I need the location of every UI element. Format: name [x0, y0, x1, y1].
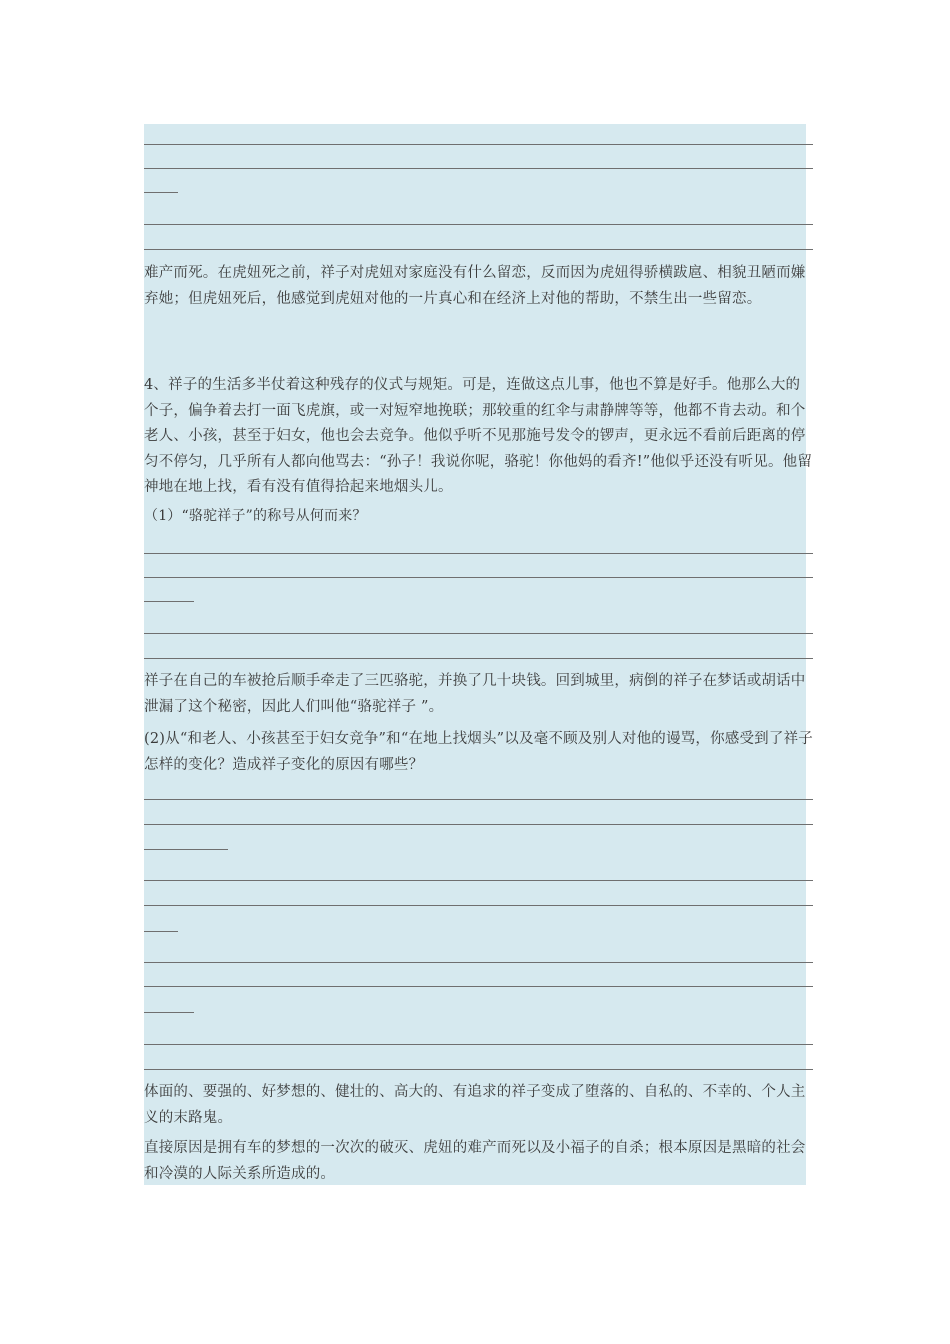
answer-line[interactable]: [144, 931, 178, 932]
answer-line[interactable]: [144, 249, 813, 250]
answer-line[interactable]: [144, 986, 813, 987]
answer-line[interactable]: [144, 880, 813, 881]
answer-line[interactable]: [144, 192, 178, 193]
answer-line[interactable]: [144, 577, 813, 578]
answer-line[interactable]: [144, 799, 813, 800]
answer-paragraph-2a: 体面的、要强的、好梦想的、健壮的、高大的、有追求的祥子变成了堕落的、自私的、不幸的、个人主义的末路鬼。: [144, 1084, 806, 1126]
answer-paragraph: 难产而死。在虎妞死之前，祥子对虎妞对家庭没有什么留恋，反而因为虎妞得骄横跋扈、相貌丑陋而嫌弃她；但虎妞死后，他感觉到虎妞对他的一片真心和在经济上对他的帮助，不禁生出一些留恋。: [144, 265, 806, 307]
passage-paragraph: 4、祥子的生活多半仗着这种残存的仪式与规矩。可是，连做这点儿事，他也不算是好手。他那么大的个子，偏争着去打一面飞虎旗，或一对短窄地挽联；那较重的红伞与肃静牌等等，他都不肯去动。和个老人、小孩，甚至于妇女，他也会去竞争。他似乎听不见那施号发令的锣声，更永远不看前后距离的停匀不停匀，几乎所有人都向他骂去：“孙子！我说你呢，骆驼！你他妈的看齐!”他似乎还没有听见。他留神地在地上找，看有没有值得拾起来地烟头儿。: [144, 377, 813, 495]
answer-line[interactable]: [144, 168, 813, 169]
answer-line[interactable]: [144, 601, 194, 602]
answer-line[interactable]: [144, 1069, 813, 1070]
question-2: (2)从“和老人、小孩甚至于妇女竞争”和“在地上找烟头”以及毫不顾及别人对他的谩骂，你感受到了祥子怎样的变化？造成祥子变化的原因有哪些？: [144, 731, 813, 773]
answer-line[interactable]: [144, 224, 813, 225]
answer-line[interactable]: [144, 553, 813, 554]
answer-line[interactable]: [144, 144, 813, 145]
answer-line[interactable]: [144, 633, 813, 634]
question-1: （1）“骆驼祥子”的称号从何而来？: [144, 508, 367, 524]
answer-line[interactable]: [144, 905, 813, 906]
answer-line[interactable]: [144, 962, 813, 963]
answer-line[interactable]: [144, 849, 228, 850]
answer-paragraph-1: 祥子在自己的车被抢后顺手牵走了三匹骆驼，并换了几十块钱。回到城里，病倒的祥子在梦话或胡话中泄漏了这个秘密，因此人们叫他“骆驼祥子 ”。: [144, 673, 806, 715]
answer-line[interactable]: [144, 658, 813, 659]
answer-line[interactable]: [144, 1044, 813, 1045]
answer-paragraph-2b: 直接原因是拥有车的梦想的一次次的破灭、虎妞的难产而死以及小福子的自杀；根本原因是黑暗的社会和冷漠的人际关系所造成的。: [144, 1140, 806, 1182]
answer-line[interactable]: [144, 1012, 194, 1013]
answer-line[interactable]: [144, 824, 813, 825]
